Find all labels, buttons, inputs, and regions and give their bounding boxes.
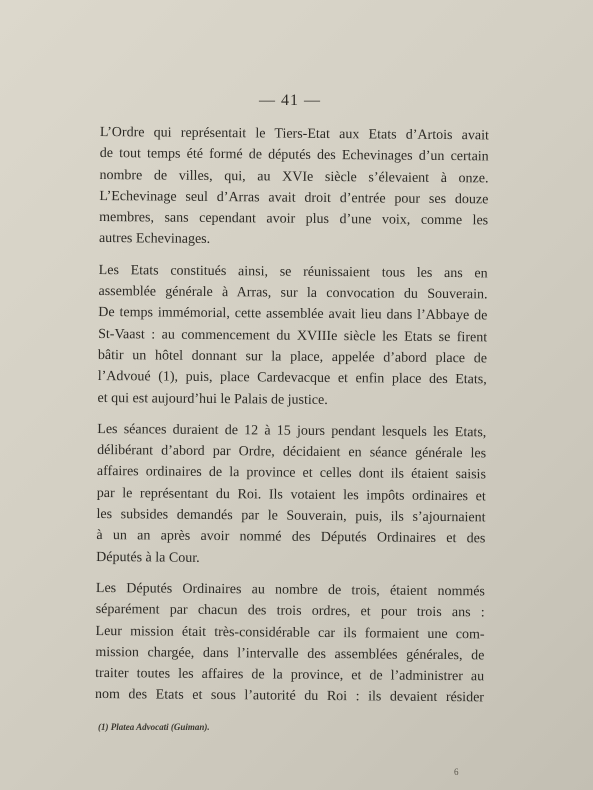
paragraph-3 (96, 419, 486, 571)
text-line: à un an après avoir nommé des Députés Ordinaires et des (96, 528, 486, 547)
signature-mark: 6 (454, 767, 459, 777)
paragraph-4 (95, 578, 485, 709)
text-line: séparément par chacun des trois ordres, et pour trois ans : (95, 602, 485, 621)
footnote: (1) Platea Advocati (Guiman). (98, 722, 210, 732)
text-line: Députés à la Cour. (96, 549, 200, 566)
text-line: délibérant d’abord par Ordre, décidaient en séance générale les (97, 443, 487, 462)
body-text (95, 122, 489, 719)
text-line: Les Députés Ordinaires au nombre de trois, étaient nommés (95, 580, 485, 600)
text-line: bâtir un hôtel donnant sur la place, appelée d’abord place de (97, 347, 488, 367)
text-line: membres, sans cependant avoir plus d’une voix, comme les (99, 210, 489, 229)
text-line: Les séances duraient de 12 à 15 jours pendant lesquels les Etats, (97, 421, 487, 441)
text-line: par le représentant du Roi. Ils votaient les impôts ordinaires et (96, 485, 486, 505)
text-line: et qui est aujourd’hui le Palais de justice. (97, 390, 328, 408)
page-number: — 41 — (259, 92, 321, 109)
text-line: L’Ordre qui représentait le Tiers-Etat aux Etats d’Artois avait (99, 124, 489, 144)
paragraph-2 (97, 260, 487, 412)
text-line: assemblée générale à Arras, sur la convocation du Souverain. (98, 284, 488, 303)
text-line: mission chargée, dans l’intervalle des assemblées générales, de (95, 644, 485, 664)
text-line: De temps immémorial, cette assemblée avait lieu dans l’Abbaye de (98, 305, 488, 324)
text-line: affaires ordinaires de la province et celles dont ils étaient saisis (96, 464, 486, 483)
text-line: de tout temps été formé de députés des Echevinages d’un certain (99, 146, 489, 165)
text-line: l’Advoué (1), puis, place Cardevacque et enfin place des Etats, (97, 369, 487, 388)
text-line: nombre de villes, qui, au XVIe siècle s’élevaient à onze. (99, 167, 489, 186)
text-line: L’Echevinage seul d’Arras avait droit d’entrée pour ses douze (99, 188, 489, 208)
paragraph-1 (99, 122, 489, 253)
text-line: traiter toutes les affaires de la province, et de l’administrer au (95, 666, 485, 685)
text-line: Les Etats constitués ainsi, se réunissaient tous les ans en (98, 262, 488, 282)
text-line: les subsides demandés par le Souverain, puis, ils s’ajournaient (96, 507, 486, 526)
text-line: Leur mission était très-considérable car ils formaient une com- (95, 623, 485, 642)
text-line: St-Vaast : au commencement du XVIIIe siècle les Etats se firent (98, 326, 488, 346)
text-line: nom des Etats et sous l’autorité du Roi : ils devaient résider (94, 687, 485, 706)
text-line: autres Echevinages. (98, 231, 211, 248)
